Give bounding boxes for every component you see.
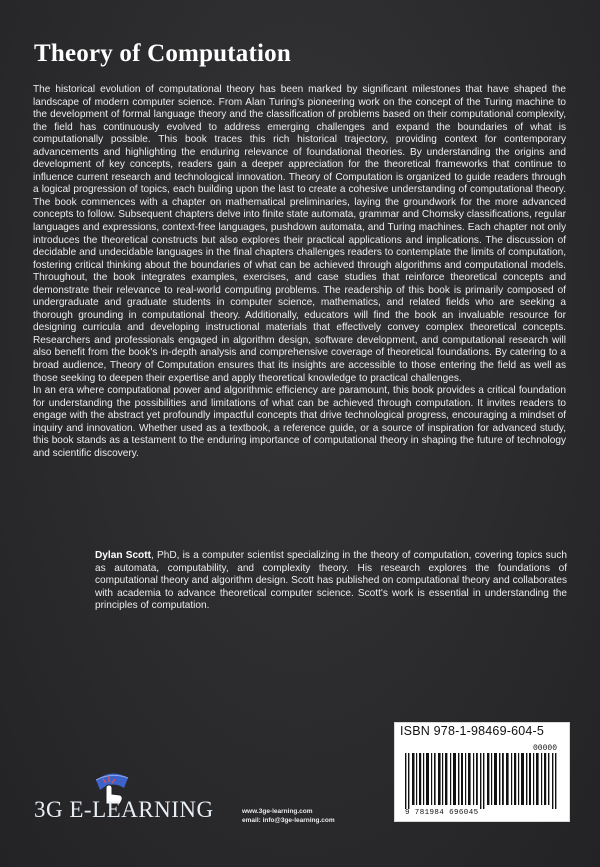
isbn-barcode [394,722,570,822]
publisher-email: email: info@3ge-learning.com [242,816,335,824]
author-bio-text: , PhD, is a computer scientist specializing in the theory of computation, covering topics such as automata, computability, and complexity theory. His research explores the foundations of computational theory and algorithm design. Scott has published on computational theory and collaborates with academia to advance theoretical computer science. Scott's work is essential in understanding the principles of computation. [95,550,567,612]
publisher-logo: 3G E-LEARNING [34,797,214,822]
book-title: Theory of Computation [34,40,291,67]
book-description [33,84,566,460]
isbn-number: ISBN 978-1-98469-604-5 [400,724,545,738]
description-paragraph-1: The historical evolution of computational theory has been marked by significant milestones that have shaped the landscape of modern computer science. From Alan Turing's pioneering work on the concept of the Turing machine to the development of formal language theory and the classification of problems based on their computational complexity, the field has continuously evolved to address emerging challenges and expand the boundaries of what is computationally possible. This book traces this rich historical trajectory, providing context for contemporary advancements and highlighting the enduring relevance of foundational theories. By understanding the origins and development of key concepts, readers gain a deeper appreciation for the theoretical frameworks that continue to influence current research and technological innovation. Theory of Computation is organized to guide readers through a logical progression of topics, each building upon the last to create a cohesive understanding of computational theory. The book commences with a chapter on mathematical preliminaries, laying the groundwork for the more advanced concepts to follow. Subsequent chapters delve into finite state automata, grammar and Chomsky classifications, regular languages and expressions, context-free languages, pushdown automata, and Turing machines. Each chapter not only introduces the theoretical constructs but also explores their practical applications and implications. The discussion of decidable and undecidable languages in the final chapters challenges readers to contemplate the limits of computation, fostering critical thinking about the boundaries of what can be achieved through algorithms and computational models. Throughout, the book integrates examples, exercises, and case studies that reinforce theoretical concepts and demonstrate their relevance to real-world computing problems. The readership of this book is primarily composed of undergraduate and graduate students in computer science, mathematics, and related fields who are seeking a thorough grounding in computational theory. Additionally, educators will find the book an invaluable resource for designing curricula and developing instructional materials that effectively convey complex theoretical concepts. Researchers and professionals engaged in algorithm design, software development, and computational research will also benefit from the book's in-depth analysis and comprehensive coverage of theoretical foundations. By catering to a broad audience, Theory of Computation ensures that its insights are accessible to those entering the field as well as those seeking to deepen their expertise and apply theoretical knowledge to practical challenges. [33,84,567,384]
author-name: Dylan Scott [95,550,151,561]
author-bio [95,550,567,613]
barcode-bars [403,753,561,809]
publisher-contact [242,808,335,825]
price-code: 00000 [532,744,557,753]
description-paragraph-2: In an era where computational power and algorithmic efficiency are paramount, this book provides a critical foundation for understanding the possibilities and limitations of what can be achieved through computation. It invites readers to engage with the abstract yet profoundly impactful concepts that drive technological progress, encouraging a mindset of inquiry and innovation. Whether used as a textbook, a reference guide, or a source of inspiration for advanced study, this book stands as a testament to the enduring importance of computational theory in shaping the future of technology and scientific discovery. [33,385,566,459]
barcode-number: 9 781984 696045 [405,809,479,817]
publisher-website: www.3ge-learning.com [242,808,313,815]
